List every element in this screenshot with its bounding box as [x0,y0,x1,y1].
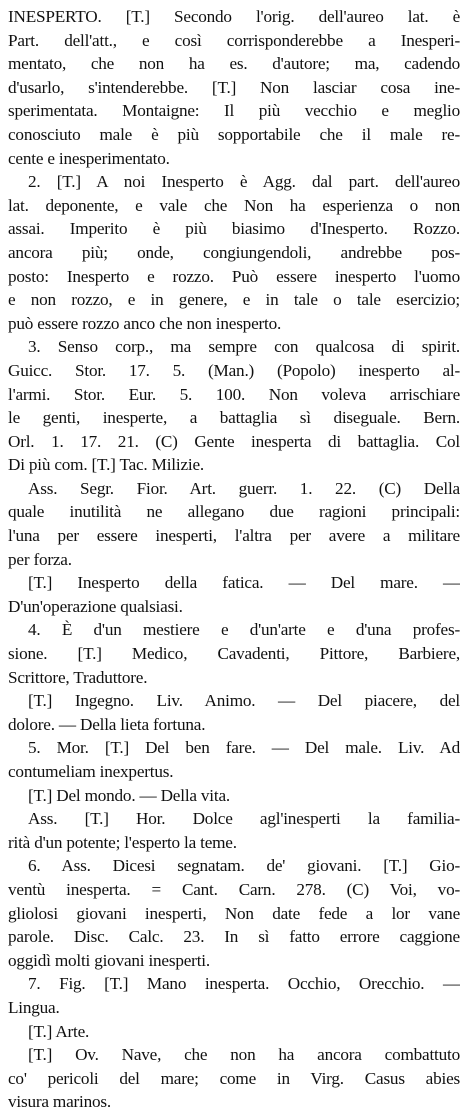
text-line: d'usarlo, s'intenderebbe. [T.] Non lasciar cosa ine- [8,77,460,97]
text-line: può essere rozzo anco che non inesperto. [8,313,282,333]
text-line: assai. Imperito è più biasimo d'Inesperto. Rozzo. [8,219,460,239]
text-line: Ass. Segr. Fior. Art. guerr. 1. 22. (C) Della [28,478,460,498]
text-line: per forza. [8,549,72,569]
text-line: visura marinos. [8,1092,111,1112]
text-line: Lingua. [8,997,60,1017]
text-line: 5. Mor. [T.] Del ben fare. — Del male. Liv. Ad [28,738,460,758]
text-line: [T.] Ingegno. Liv. Animo. — Del piacere, del [28,691,460,711]
text-line: Ass. [T.] Hor. Dolce agl'inesperti la familia- [28,809,460,829]
text-line: l'una per essere inesperti, l'altra per avere a militare [8,526,460,546]
text-line: D'un'operazione qualsiasi. [8,596,183,616]
text-line: l'armi. Stor. Eur. 5. 100. Non voleva arrischiare [8,384,460,404]
text-line: [T.] Del mondo. — Della vita. [28,785,230,805]
text-line: [T.] Ov. Nave, che non ha ancora combattuto [28,1045,460,1065]
text-line: e non rozzo, e in genere, e in tale o tale esercizio; [8,290,460,310]
text-line: ancora più; onde, congiungendoli, andrebbe pos- [8,242,460,262]
text-line: le genti, inesperte, a battaglia sì diseguale. Bern. [8,408,460,428]
text-line: parole. Disc. Calc. 23. In sì fatto errore caggione [8,927,460,947]
text-line: quale inutilità ne allegano due ragioni principali: [8,502,460,522]
text-line: 4. È d'un mestiere e d'un'arte e d'una profes- [28,620,460,640]
text-line: rità d'un potente; l'esperto la teme. [8,832,237,852]
text-line: co' pericoli del mare; come in Virg. Casus abies [8,1068,460,1088]
text-line: Di più com. [T.] Tac. Milizie. [8,455,204,475]
text-line: Scrittore, Traduttore. [8,667,148,687]
text-line: mentato, che non ha es. d'autore; ma, cadendo [8,54,460,74]
text-line: sione. [T.] Medico, Cavadenti, Pittore, Barbiere, [8,644,460,664]
text-line: 7. Fig. [T.] Mano inesperta. Occhio, Orecchio. — [28,974,460,994]
text-line: Orl. 1. 17. 21. (C) Gente inesperta di battaglia. Col [8,431,460,451]
text-line: Guicc. Stor. 17. 5. (Man.) (Popolo) inesperto al- [8,360,460,380]
text-line: conosciuto male è più sopportabile che il male re- [8,124,460,144]
text-line: 6. Ass. Dicesi segnatam. de' giovani. [T.] Gio- [28,856,460,876]
text-line: Part. dell'att., e così corrisponderebbe a Inesperi- [8,30,460,50]
text-line: contumeliam inexpertus. [8,762,174,781]
text-line: [T.] Arte. [28,1021,90,1041]
text-line: cente e inesperimentato. [8,148,170,168]
text-line: posto: Inesperto e rozzo. Può essere inesperto l'uomo [8,266,460,286]
text-line: oggidì molti giovani inesperti. [8,950,210,970]
text-line: INESPERTO. [T.] Secondo l'orig. dell'aureo lat. è [8,7,460,26]
text-line: gliolosi giovani inesperti, Non date fede a lor vane [8,903,460,923]
text-line: lat. deponente, e vale che Non ha esperienza o non [8,195,460,215]
text-line: sperimentata. Montaigne: Il più vecchio e meglio [8,101,460,121]
text-line: dolore. — Della lieta fortuna. [8,714,206,734]
text-line: 3. Senso corp., ma sempre con qualcosa di spirit. [28,337,460,357]
text-line: 2. [T.] A noi Inesperto è Agg. dal part. dell'aureo [28,172,460,192]
text-line: ventù inesperta. = Cant. Carn. 278. (C) Voi, vo- [8,879,460,899]
text-line: [T.] Inesperto della fatica. — Del mare. — [28,573,460,593]
